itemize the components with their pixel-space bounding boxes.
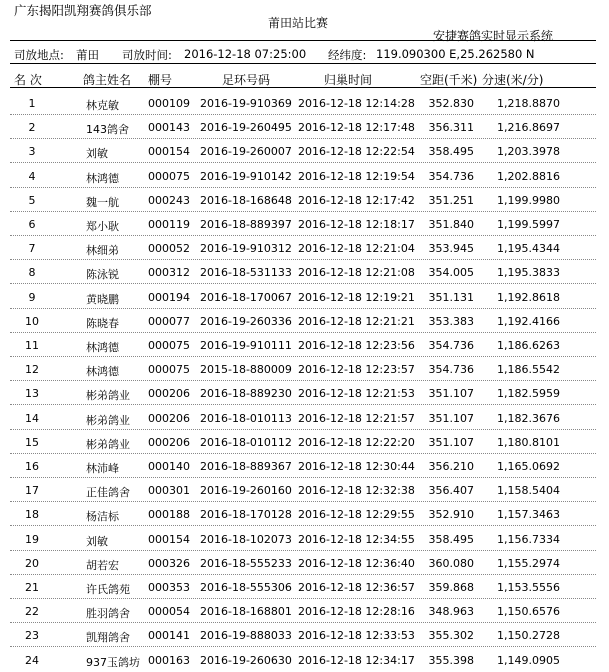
speed-cell: 1,150.2728 xyxy=(497,629,560,643)
rank-cell: 10 xyxy=(25,314,39,328)
distance-cell: 354.005 xyxy=(428,266,474,280)
arrival-time-cell: 2016-12-18 12:19:21 xyxy=(298,290,415,304)
owner-cell: 林克敏 xyxy=(86,99,119,112)
ring-number-cell: 2016-18-010113 xyxy=(200,411,292,425)
table-row xyxy=(10,599,596,623)
table-row xyxy=(10,430,596,454)
speed-cell: 1,150.6576 xyxy=(497,605,560,619)
arrival-time-cell: 2016-12-18 12:21:04 xyxy=(298,242,415,256)
owner-cell: 凯翔鸽舍 xyxy=(86,631,130,645)
speed-cell: 1,202.8816 xyxy=(497,169,560,183)
owner-cell: 林鸿德 xyxy=(86,365,119,379)
loft-cell: 000163 xyxy=(148,653,190,667)
table-row xyxy=(10,115,596,139)
distance-cell: 355.302 xyxy=(428,629,474,643)
speed-cell: 1,203.3978 xyxy=(497,145,560,159)
column-header-arrival: 归巢时间 xyxy=(324,73,373,87)
release-time-label: 司放时间: xyxy=(122,48,172,62)
ring-number-cell: 2015-18-880009 xyxy=(200,363,292,377)
owner-cell: 刘敏 xyxy=(86,147,108,161)
club-name: 广东揭阳凯翔赛鸽俱乐部 xyxy=(14,3,152,18)
race-title: 莆田站比赛 xyxy=(268,16,329,30)
ring-number-cell: 2016-19-260630 xyxy=(200,653,292,667)
loft-cell: 000052 xyxy=(148,242,190,256)
speed-cell: 1,180.8101 xyxy=(497,435,560,449)
rank-cell: 11 xyxy=(25,339,39,352)
loft-cell: 000075 xyxy=(148,339,190,352)
owner-cell: 彬弟鸽业 xyxy=(86,413,130,427)
ring-number-cell: 2016-18-531133 xyxy=(200,266,292,280)
rank-cell: 20 xyxy=(25,556,39,570)
ring-number-cell: 2016-19-910142 xyxy=(200,169,292,183)
rank-cell: 12 xyxy=(25,363,39,377)
arrival-time-cell: 2016-12-18 12:28:16 xyxy=(298,605,415,619)
table-row xyxy=(10,309,596,333)
loft-cell: 000141 xyxy=(148,629,190,643)
ring-number-cell: 2016-18-170128 xyxy=(200,508,292,522)
arrival-time-cell: 2016-12-18 12:29:55 xyxy=(298,508,415,522)
distance-cell: 351.251 xyxy=(428,193,474,207)
owner-cell: 林沛峰 xyxy=(86,462,119,475)
arrival-time-cell: 2016-12-18 12:17:42 xyxy=(298,193,415,207)
owner-cell: 937玉鸽坊 xyxy=(86,655,140,669)
owner-cell: 143鸽舍 xyxy=(86,123,129,137)
owner-cell: 魏一航 xyxy=(86,195,119,209)
rank-cell: 9 xyxy=(28,290,36,304)
distance-cell: 360.080 xyxy=(428,556,474,570)
rank-cell: 4 xyxy=(28,169,36,183)
rank-cell: 19 xyxy=(25,532,39,546)
rank-cell: 2 xyxy=(28,121,36,135)
release-location-label: 司放地点: xyxy=(14,48,64,62)
table-row xyxy=(10,236,596,260)
table-row xyxy=(10,139,596,163)
owner-cell: 林鸿德 xyxy=(86,171,119,185)
ring-number-cell: 2016-18-102073 xyxy=(200,532,292,546)
loft-cell: 000154 xyxy=(148,532,190,546)
table-row xyxy=(10,285,596,309)
arrival-time-cell: 2016-12-18 12:19:54 xyxy=(298,169,415,183)
ring-number-cell: 2016-19-910369 xyxy=(200,97,292,110)
distance-cell: 359.868 xyxy=(428,581,474,594)
loft-cell: 000206 xyxy=(148,387,190,401)
speed-cell: 1,165.0692 xyxy=(497,460,560,473)
table-row xyxy=(10,188,596,212)
ring-number-cell: 2016-18-889230 xyxy=(200,387,292,401)
owner-cell: 陈晓春 xyxy=(86,316,119,330)
table-row xyxy=(10,91,596,115)
arrival-time-cell: 2016-12-18 12:22:54 xyxy=(298,145,415,159)
arrival-time-cell: 2016-12-18 12:23:57 xyxy=(298,363,415,377)
arrival-time-cell: 2016-12-18 12:17:48 xyxy=(298,121,415,135)
ring-number-cell: 2016-19-260007 xyxy=(200,145,292,159)
ring-number-cell: 2016-18-168648 xyxy=(200,193,292,207)
distance-cell: 356.311 xyxy=(428,121,474,135)
speed-cell: 1,192.4166 xyxy=(497,314,560,328)
arrival-time-cell: 2016-12-18 12:33:53 xyxy=(298,629,415,643)
ring-number-cell: 2016-18-889397 xyxy=(200,218,292,231)
loft-cell: 000143 xyxy=(148,121,190,135)
release-time-value: 2016-12-18 07:25:00 xyxy=(184,47,307,61)
arrival-time-cell: 2016-12-18 12:36:40 xyxy=(298,556,415,570)
arrival-time-cell: 2016-12-18 12:23:56 xyxy=(298,339,415,352)
loft-cell: 000077 xyxy=(148,314,190,328)
table-row xyxy=(10,648,596,672)
speed-cell: 1,157.3463 xyxy=(497,508,560,522)
arrival-time-cell: 2016-12-18 12:18:17 xyxy=(298,218,415,231)
ring-number-cell: 2016-19-910111 xyxy=(200,339,292,352)
system-name: 安捷赛鸽实时显示系统 xyxy=(433,29,554,43)
arrival-time-cell: 2016-12-18 12:34:55 xyxy=(298,532,415,546)
distance-cell: 348.963 xyxy=(428,605,474,619)
loft-cell: 000188 xyxy=(148,508,190,522)
rank-cell: 1 xyxy=(28,97,36,110)
loft-cell: 000326 xyxy=(148,556,190,570)
ring-number-cell: 2016-19-910312 xyxy=(200,242,292,256)
owner-cell: 许氏鸽苑 xyxy=(86,583,130,596)
coords-label: 经纬度: xyxy=(328,48,367,62)
speed-cell: 1,195.4344 xyxy=(497,242,560,256)
rank-cell: 8 xyxy=(28,266,36,280)
speed-cell: 1,158.5404 xyxy=(497,484,560,498)
column-header-loft: 棚号 xyxy=(148,73,173,87)
rank-cell: 7 xyxy=(28,242,36,256)
owner-cell: 彬弟鸽业 xyxy=(86,437,130,451)
table-row xyxy=(10,164,596,188)
table-row xyxy=(10,551,596,575)
arrival-time-cell: 2016-12-18 12:21:08 xyxy=(298,266,415,280)
ring-number-cell: 2016-18-168801 xyxy=(200,605,292,619)
distance-cell: 353.383 xyxy=(428,314,474,328)
arrival-time-cell: 2016-12-18 12:21:21 xyxy=(298,314,415,328)
distance-cell: 356.210 xyxy=(428,460,474,473)
speed-cell: 1,182.3676 xyxy=(497,411,560,425)
rank-cell: 15 xyxy=(25,435,39,449)
distance-cell: 358.495 xyxy=(428,145,474,159)
loft-cell: 000312 xyxy=(148,266,190,280)
owner-cell: 杨洁标 xyxy=(86,510,119,524)
speed-cell: 1,192.8618 xyxy=(497,290,560,304)
speed-cell: 1,156.7334 xyxy=(497,532,560,546)
table-row xyxy=(10,623,596,647)
rank-cell: 18 xyxy=(25,508,39,522)
speed-cell: 1,149.0905 xyxy=(497,653,560,667)
owner-cell: 陈泳锐 xyxy=(86,268,119,282)
owner-cell: 胜羽鸽舍 xyxy=(86,607,130,621)
arrival-time-cell: 2016-12-18 12:34:17 xyxy=(298,653,415,667)
speed-cell: 1,153.5556 xyxy=(497,581,560,594)
rank-cell: 14 xyxy=(25,411,39,425)
arrival-time-cell: 2016-12-18 12:21:53 xyxy=(298,387,415,401)
rank-cell: 13 xyxy=(25,387,39,401)
rank-cell: 21 xyxy=(25,581,39,594)
table-row xyxy=(10,478,596,502)
arrival-time-cell: 2016-12-18 12:22:20 xyxy=(298,435,415,449)
speed-cell: 1,182.5959 xyxy=(497,387,560,401)
owner-cell: 林鸿德 xyxy=(86,341,119,354)
loft-cell: 000243 xyxy=(148,193,190,207)
distance-cell: 351.131 xyxy=(428,290,474,304)
ring-number-cell: 2016-18-889367 xyxy=(200,460,292,473)
distance-cell: 354.736 xyxy=(428,339,474,352)
header-divider xyxy=(10,87,596,88)
loft-cell: 000075 xyxy=(148,363,190,377)
arrival-time-cell: 2016-12-18 12:14:28 xyxy=(298,97,415,110)
speed-cell: 1,186.5542 xyxy=(497,363,560,377)
ring-number-cell: 2016-19-260160 xyxy=(200,484,292,498)
rank-cell: 3 xyxy=(28,145,36,159)
distance-cell: 358.495 xyxy=(428,532,474,546)
loft-cell: 000075 xyxy=(148,169,190,183)
owner-cell: 郑小耿 xyxy=(86,220,119,233)
table-row xyxy=(10,333,596,357)
speed-cell: 1,155.2974 xyxy=(497,556,560,570)
column-header-ring: 足环号码 xyxy=(222,73,271,87)
rank-cell: 24 xyxy=(25,653,39,667)
arrival-time-cell: 2016-12-18 12:21:57 xyxy=(298,411,415,425)
loft-cell: 000119 xyxy=(148,218,190,231)
rank-cell: 5 xyxy=(28,193,36,207)
top-divider xyxy=(10,40,596,41)
distance-cell: 351.840 xyxy=(428,218,474,231)
loft-cell: 000154 xyxy=(148,145,190,159)
distance-cell: 355.398 xyxy=(428,653,474,667)
release-location-value: 莆田 xyxy=(76,48,99,62)
loft-cell: 000353 xyxy=(148,581,190,594)
column-header-speed: 分速(米/分) xyxy=(482,73,544,87)
rank-cell: 17 xyxy=(25,484,39,498)
owner-cell: 林细弟 xyxy=(86,244,119,258)
distance-cell: 352.910 xyxy=(428,508,474,522)
owner-cell: 正佳鸽舍 xyxy=(86,486,130,500)
table-row xyxy=(10,502,596,526)
distance-cell: 354.736 xyxy=(428,169,474,183)
ring-number-cell: 2016-18-170067 xyxy=(200,290,292,304)
ring-number-cell: 2016-18-555233 xyxy=(200,556,292,570)
speed-cell: 1,216.8697 xyxy=(497,121,560,135)
table-row xyxy=(10,575,596,599)
ring-number-cell: 2016-19-260495 xyxy=(200,121,292,135)
table-row xyxy=(10,212,596,236)
table-row xyxy=(10,260,596,284)
speed-cell: 1,199.5997 xyxy=(497,218,560,231)
column-header-owner: 鸽主姓名 xyxy=(83,73,132,87)
loft-cell: 000194 xyxy=(148,290,190,304)
column-header-rank: 名 次 xyxy=(14,73,42,87)
rank-cell: 16 xyxy=(25,460,39,473)
loft-cell: 000140 xyxy=(148,460,190,473)
table-row xyxy=(10,357,596,381)
ring-number-cell: 2016-18-010112 xyxy=(200,435,292,449)
info-divider xyxy=(10,63,596,64)
rank-cell: 6 xyxy=(28,218,36,231)
arrival-time-cell: 2016-12-18 12:36:57 xyxy=(298,581,415,594)
table-row xyxy=(10,527,596,551)
speed-cell: 1,218.8870 xyxy=(497,97,560,110)
speed-cell: 1,195.3833 xyxy=(497,266,560,280)
speed-cell: 1,199.9980 xyxy=(497,193,560,207)
loft-cell: 000206 xyxy=(148,435,190,449)
loft-cell: 000206 xyxy=(148,411,190,425)
ring-number-cell: 2016-19-888033 xyxy=(200,629,292,643)
column-header-distance: 空距(千米) xyxy=(420,73,478,87)
distance-cell: 353.945 xyxy=(428,242,474,256)
distance-cell: 351.107 xyxy=(428,411,474,425)
distance-cell: 356.407 xyxy=(428,484,474,498)
distance-cell: 351.107 xyxy=(428,435,474,449)
ring-number-cell: 2016-19-260336 xyxy=(200,314,292,328)
distance-cell: 354.736 xyxy=(428,363,474,377)
rank-cell: 22 xyxy=(25,605,39,619)
table-row xyxy=(10,381,596,405)
loft-cell: 000301 xyxy=(148,484,190,498)
rank-cell: 23 xyxy=(25,629,39,643)
table-row xyxy=(10,454,596,478)
owner-cell: 彬弟鸽业 xyxy=(86,389,130,403)
coords-value: 119.090300 E,25.262580 N xyxy=(376,47,535,61)
distance-cell: 352.830 xyxy=(428,97,474,110)
table-row xyxy=(10,406,596,430)
ring-number-cell: 2016-18-555306 xyxy=(200,581,292,594)
owner-cell: 刘敏 xyxy=(86,534,108,548)
owner-cell: 胡若宏 xyxy=(86,558,119,572)
loft-cell: 000109 xyxy=(148,97,190,110)
arrival-time-cell: 2016-12-18 12:30:44 xyxy=(298,460,415,473)
owner-cell: 黄晓鹏 xyxy=(86,292,119,306)
speed-cell: 1,186.6263 xyxy=(497,339,560,352)
arrival-time-cell: 2016-12-18 12:32:38 xyxy=(298,484,415,498)
distance-cell: 351.107 xyxy=(428,387,474,401)
loft-cell: 000054 xyxy=(148,605,190,619)
